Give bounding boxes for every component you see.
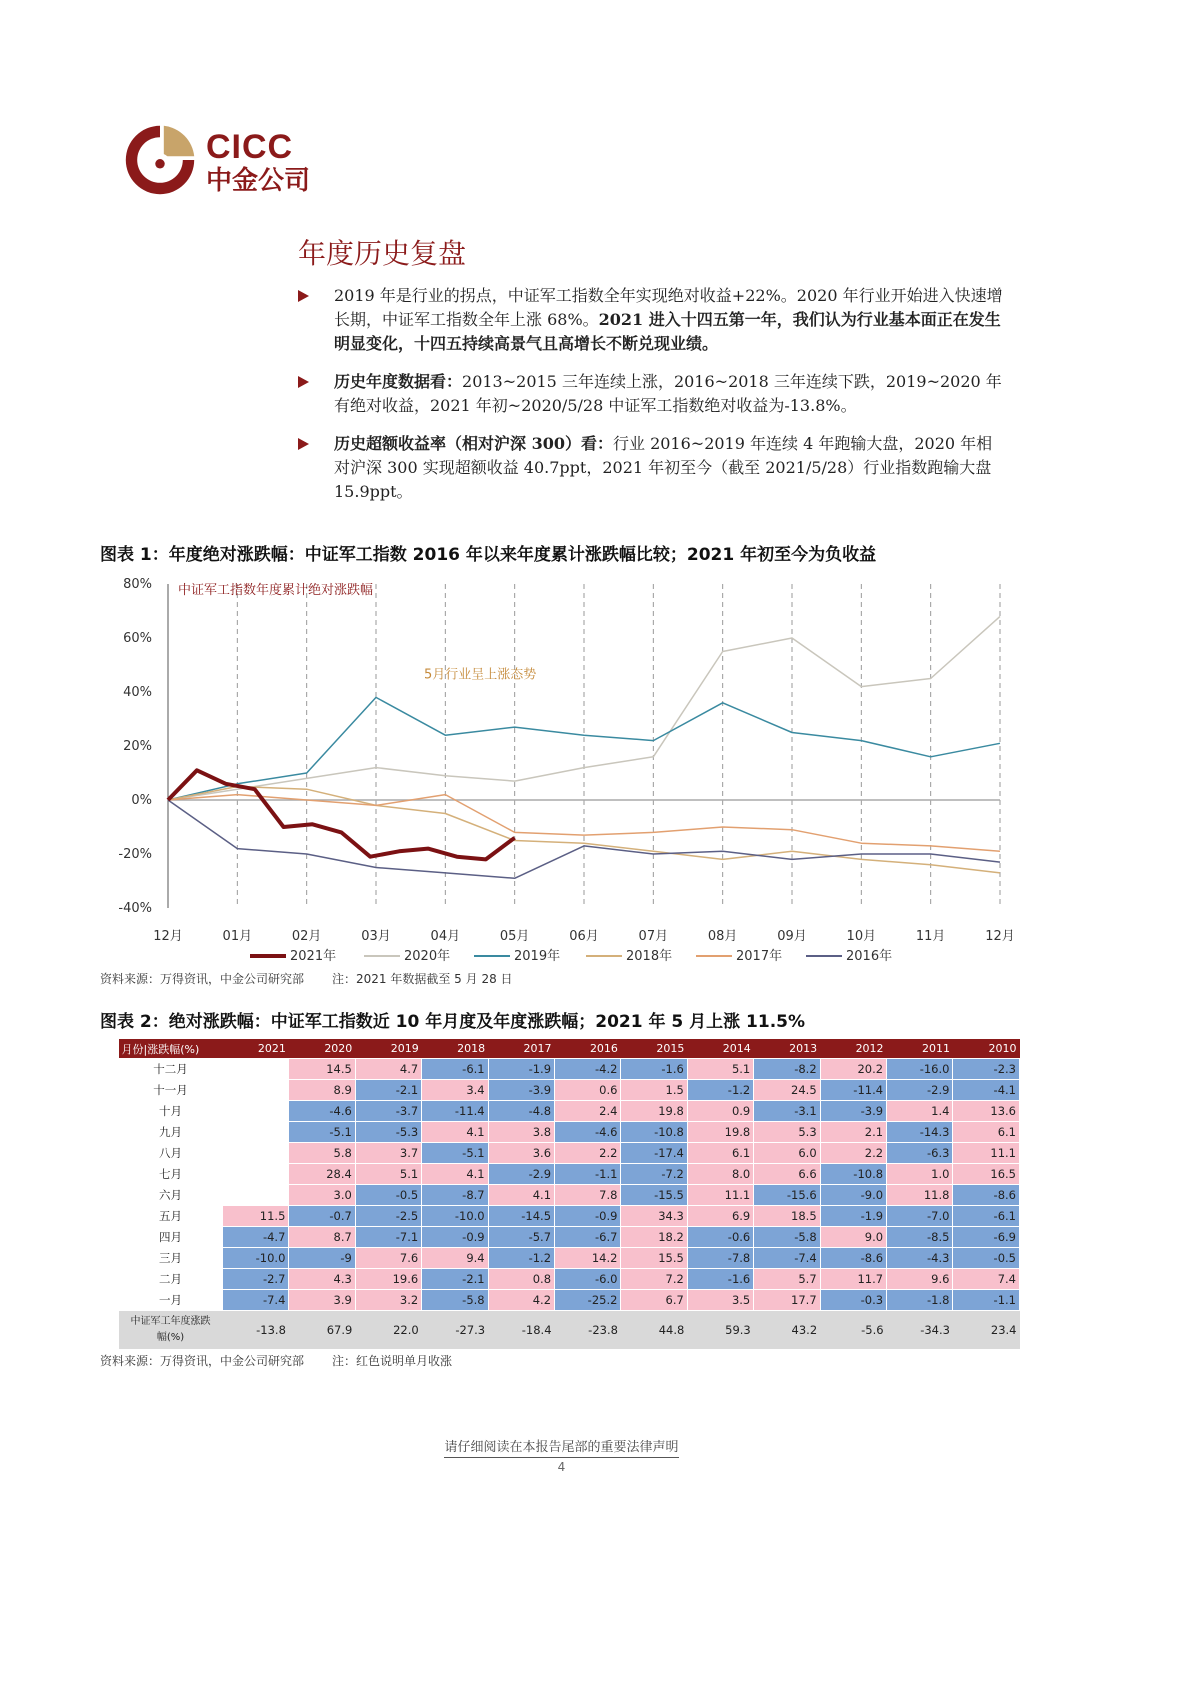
table-row: [119, 1185, 1020, 1206]
note-text: 注：2021 年数据截至 5 月 28 日: [332, 972, 513, 986]
table-cell: -1.2: [488, 1248, 554, 1269]
table-header-year: 2010: [953, 1039, 1020, 1059]
table-cell: -5.8: [422, 1290, 488, 1311]
y-tick-label: -20%: [118, 847, 152, 862]
total-cell: 44.8: [621, 1311, 687, 1350]
table-header-month: 月份|涨跌幅(%): [119, 1039, 223, 1059]
x-tick-label: 08月: [707, 929, 738, 944]
table-cell: -0.9: [422, 1227, 488, 1248]
total-label: 中证军工年度涨跌 幅(%): [119, 1311, 223, 1350]
bullet-text: 2013~2015 三年连续上涨，2016~2018 三年连续下跌，2019~2020 年有绝对收益，2021 年初~2020/5/28 中证军工指数绝对收益为-13.8%。: [334, 372, 1002, 415]
table-cell: 6.6: [754, 1164, 820, 1185]
table-header-year: 2019: [355, 1039, 421, 1059]
table-cell: 18.2: [621, 1227, 687, 1248]
table-cell: -15.6: [754, 1185, 820, 1206]
bullet-item: [298, 370, 1008, 418]
table-cell: -7.8: [687, 1248, 753, 1269]
table-cell: 18.5: [754, 1206, 820, 1227]
bullet-item: [298, 432, 1008, 504]
table-cell: 6.9: [687, 1206, 753, 1227]
table-row: [119, 1269, 1020, 1290]
table-cell: 3.0: [289, 1185, 355, 1206]
table-cell: 0.6: [555, 1080, 621, 1101]
table-cell: 7.8: [555, 1185, 621, 1206]
table-cell: -1.6: [687, 1269, 753, 1290]
y-tick-label: 40%: [123, 685, 152, 700]
table-header-year: 2021: [223, 1039, 289, 1059]
table-cell: 9.6: [887, 1269, 953, 1290]
table-cell: 9.4: [422, 1248, 488, 1269]
table-cell: -3.7: [355, 1101, 421, 1122]
table-cell: -16.0: [887, 1059, 953, 1080]
page-number: 4: [557, 1460, 566, 1474]
table-cell: 5.8: [289, 1143, 355, 1164]
table-cell: 5.1: [355, 1164, 421, 1185]
table-cell: -10.0: [223, 1248, 289, 1269]
table-cell: 11.1: [953, 1143, 1020, 1164]
table-cell: -5.3: [355, 1122, 421, 1143]
table-cell: 4.7: [355, 1059, 421, 1080]
total-cell: 59.3: [687, 1311, 753, 1350]
table-cell: 4.1: [488, 1185, 554, 1206]
table-cell: -4.6: [289, 1101, 355, 1122]
total-cell: -5.6: [820, 1311, 886, 1350]
line-chart: [100, 572, 1020, 967]
table-cell: -2.3: [953, 1059, 1020, 1080]
figure1-source: [100, 970, 513, 987]
month-label: 三月: [119, 1248, 223, 1269]
source-text: 资料来源：万得资讯，中金公司研究部: [100, 1354, 305, 1368]
table-cell: 17.7: [754, 1290, 820, 1311]
table-cell: -5.1: [422, 1143, 488, 1164]
table-cell: -2.5: [355, 1206, 421, 1227]
bullet-bold-text: 历史年度数据看：: [334, 372, 463, 391]
table-cell: -6.1: [953, 1206, 1020, 1227]
table-cell: 3.7: [355, 1143, 421, 1164]
table-header-year: 2012: [820, 1039, 886, 1059]
month-label: 八月: [119, 1143, 223, 1164]
table-cell: -4.1: [953, 1080, 1020, 1101]
table-cell: -0.6: [687, 1227, 753, 1248]
month-label: 二月: [119, 1269, 223, 1290]
table-cell: 19.6: [355, 1269, 421, 1290]
x-tick-label: 06月: [569, 929, 599, 944]
table-cell: -1.9: [820, 1206, 886, 1227]
table-cell: -10.8: [820, 1164, 886, 1185]
table-cell: -8.2: [754, 1059, 820, 1080]
table-cell: 8.9: [289, 1080, 355, 1101]
triangle-bullet-icon: [298, 376, 309, 388]
month-label: 十一月: [119, 1080, 223, 1101]
table-cell: 14.2: [555, 1248, 621, 1269]
table-cell: -9.0: [820, 1185, 886, 1206]
table-cell: 2.2: [820, 1143, 886, 1164]
month-label: 五月: [119, 1206, 223, 1227]
bullet-list: [298, 284, 1008, 518]
y-tick-label: -40%: [118, 901, 152, 916]
source-text: 资料来源：万得资讯，中金公司研究部: [100, 972, 305, 986]
table-cell: -8.6: [820, 1248, 886, 1269]
table-cell: -0.5: [355, 1185, 421, 1206]
disclaimer-link[interactable]: 请仔细阅读在本报告尾部的重要法律声明: [444, 1440, 678, 1458]
table-cell: 4.1: [422, 1122, 488, 1143]
table-cell: -3.1: [754, 1101, 820, 1122]
table-cell: -8.6: [953, 1185, 1020, 1206]
table-cell: -1.9: [488, 1059, 554, 1080]
table-cell: -10.8: [621, 1122, 687, 1143]
table-cell: 13.6: [953, 1101, 1020, 1122]
table-header-year: 2020: [289, 1039, 355, 1059]
table-header-year: 2018: [422, 1039, 488, 1059]
table-cell: -17.4: [621, 1143, 687, 1164]
table-row: [119, 1248, 1020, 1269]
x-tick-label: 02月: [291, 929, 322, 944]
table-cell: -3.9: [820, 1101, 886, 1122]
table-total-row: [119, 1311, 1020, 1350]
table-cell: -15.5: [621, 1185, 687, 1206]
table-cell: -1.6: [621, 1059, 687, 1080]
table-cell: 6.1: [687, 1143, 753, 1164]
table-cell: 19.8: [621, 1101, 687, 1122]
table-cell: -14.3: [887, 1122, 953, 1143]
total-cell: -34.3: [887, 1311, 953, 1350]
month-label: 一月: [119, 1290, 223, 1311]
table-cell: -4.3: [887, 1248, 953, 1269]
table-cell: -5.1: [289, 1122, 355, 1143]
x-tick-label: 12月: [153, 929, 183, 944]
total-cell: 22.0: [355, 1311, 421, 1350]
table-cell: 1.0: [887, 1164, 953, 1185]
table-cell: 34.3: [621, 1206, 687, 1227]
table-cell: -1.1: [555, 1164, 621, 1185]
chart-annotation: 5月行业呈上涨态势: [424, 667, 537, 683]
table-cell: -4.8: [488, 1101, 554, 1122]
table-row: [119, 1206, 1020, 1227]
table-cell: 4.1: [422, 1164, 488, 1185]
x-tick-label: 10月: [846, 929, 877, 944]
footer-disclaimer: [0, 1436, 1123, 1455]
y-tick-label: 80%: [123, 577, 152, 592]
table-header-year: 2013: [754, 1039, 820, 1059]
table-cell: 11.5: [223, 1206, 289, 1227]
table-cell: -7.2: [621, 1164, 687, 1185]
table-row: [119, 1290, 1020, 1311]
x-tick-label: 03月: [361, 929, 391, 944]
table-cell: -1.2: [687, 1080, 753, 1101]
table-row: [119, 1227, 1020, 1248]
total-cell: -27.3: [422, 1311, 488, 1350]
table-cell: 3.2: [355, 1290, 421, 1311]
legend-label: 2017年: [736, 949, 783, 964]
table-cell: -0.3: [820, 1290, 886, 1311]
table-cell: 5.7: [754, 1269, 820, 1290]
bullet-bold-text: 历史超额收益率（相对沪深 300）看：: [334, 434, 613, 453]
y-tick-label: 60%: [123, 631, 152, 646]
figure2-source: [100, 1352, 452, 1369]
table-cell: -6.0: [555, 1269, 621, 1290]
bullet-text: 行业 2016~2019 年连续 4 年跑输大盘，2020 年相对沪深 300 实现超额收益 40.7ppt，2021 年初至今（截至 2021/5/28）行业指数跑输大盘 15.9ppt。: [334, 434, 993, 501]
table-header-year: 2015: [621, 1039, 687, 1059]
logo-text-cn: 中金公司: [206, 166, 311, 196]
table-cell: [223, 1080, 289, 1101]
table-cell: 3.9: [289, 1290, 355, 1311]
x-tick-label: 09月: [777, 929, 807, 944]
legend-label: 2021年: [290, 949, 337, 964]
table-cell: -11.4: [422, 1101, 488, 1122]
table-cell: -4.7: [223, 1227, 289, 1248]
table-header-year: 2017: [488, 1039, 554, 1059]
chart-title: 中证军工指数年度累计绝对涨跌幅: [178, 583, 374, 598]
table-cell: 8.0: [687, 1164, 753, 1185]
table-cell: 2.4: [555, 1101, 621, 1122]
table-cell: -0.9: [555, 1206, 621, 1227]
triangle-bullet-icon: [298, 290, 309, 302]
table-cell: 3.8: [488, 1122, 554, 1143]
table-cell: -2.1: [355, 1080, 421, 1101]
table-cell: 3.4: [422, 1080, 488, 1101]
table-row: [119, 1164, 1020, 1185]
table-row: [119, 1143, 1020, 1164]
total-cell: -18.4: [488, 1311, 554, 1350]
table-cell: -2.9: [488, 1164, 554, 1185]
table-cell: 1.5: [621, 1080, 687, 1101]
legend-label: 2020年: [404, 949, 451, 964]
total-cell: -23.8: [555, 1311, 621, 1350]
table-cell: -7.4: [223, 1290, 289, 1311]
x-tick-label: 01月: [222, 929, 253, 944]
table-cell: -0.7: [289, 1206, 355, 1227]
table-cell: -6.1: [422, 1059, 488, 1080]
bullet-text: 2019 年是行业的拐点，中证军工指数全年实现绝对收益+22%。2020 年行业开始进入快速增长期，中证军工指数全年上涨 68%。: [334, 286, 1003, 329]
legend-label: 2016年: [846, 949, 893, 964]
table-header-year: 2014: [687, 1039, 753, 1059]
table-cell: -7.0: [887, 1206, 953, 1227]
table-cell: 6.7: [621, 1290, 687, 1311]
table-cell: 2.2: [555, 1143, 621, 1164]
table-cell: -5.7: [488, 1227, 554, 1248]
section-title: 年度历史复盘: [298, 237, 467, 270]
table-cell: -8.7: [422, 1185, 488, 1206]
table-cell: -2.1: [422, 1269, 488, 1290]
table-cell: 14.5: [289, 1059, 355, 1080]
table-cell: -4.2: [555, 1059, 621, 1080]
table-cell: 2.1: [820, 1122, 886, 1143]
table-header-year: 2011: [887, 1039, 953, 1059]
table-cell: -6.3: [887, 1143, 953, 1164]
table-cell: [223, 1185, 289, 1206]
table-cell: -9: [289, 1248, 355, 1269]
monthly-returns-table: [118, 1039, 1020, 1349]
month-label: 十二月: [119, 1059, 223, 1080]
table-cell: [223, 1164, 289, 1185]
x-tick-label: 12月: [985, 929, 1015, 944]
table-row: [119, 1101, 1020, 1122]
triangle-bullet-icon: [298, 438, 309, 450]
table-cell: 11.1: [687, 1185, 753, 1206]
table-cell: 15.5: [621, 1248, 687, 1269]
table-cell: -11.4: [820, 1080, 886, 1101]
table-header-row: [119, 1039, 1020, 1059]
table-cell: 0.9: [687, 1101, 753, 1122]
table-cell: 3.6: [488, 1143, 554, 1164]
table-cell: -2.7: [223, 1269, 289, 1290]
table-cell: [223, 1122, 289, 1143]
table-cell: -10.0: [422, 1206, 488, 1227]
total-cell: 67.9: [289, 1311, 355, 1350]
table-cell: -1.1: [953, 1290, 1020, 1311]
month-label: 六月: [119, 1185, 223, 1206]
bullet-bold-text: 2021 进入十四五第一年，我们认为行业基本面正在发生明显变化，十四五持续高景气且高增长不断兑现业绩。: [334, 310, 1001, 353]
logo-text-en: CICC: [206, 128, 294, 166]
table-cell: 3.5: [687, 1290, 753, 1311]
month-label: 七月: [119, 1164, 223, 1185]
table-cell: 5.1: [687, 1059, 753, 1080]
bullet-item: [298, 284, 1008, 356]
total-cell: 43.2: [754, 1311, 820, 1350]
table-cell: 4.3: [289, 1269, 355, 1290]
table-cell: 24.5: [754, 1080, 820, 1101]
table-cell: -8.5: [887, 1227, 953, 1248]
table-cell: 1.4: [887, 1101, 953, 1122]
table-cell: -7.1: [355, 1227, 421, 1248]
table-row: [119, 1122, 1020, 1143]
table-cell: [223, 1101, 289, 1122]
table-cell: [223, 1143, 289, 1164]
series-line-2021年: [168, 770, 515, 859]
table-cell: 6.1: [953, 1122, 1020, 1143]
month-label: 十月: [119, 1101, 223, 1122]
table-cell: -5.8: [754, 1227, 820, 1248]
month-label: 四月: [119, 1227, 223, 1248]
total-cell: 23.4: [953, 1311, 1020, 1350]
table-cell: -0.5: [953, 1248, 1020, 1269]
table-cell: -4.6: [555, 1122, 621, 1143]
series-line-2020年: [168, 616, 1000, 800]
table-cell: -7.4: [754, 1248, 820, 1269]
table-cell: 16.5: [953, 1164, 1020, 1185]
table-cell: -25.2: [555, 1290, 621, 1311]
x-tick-label: 11月: [915, 929, 946, 944]
table-cell: 7.2: [621, 1269, 687, 1290]
table-cell: 19.8: [687, 1122, 753, 1143]
table-cell: 20.2: [820, 1059, 886, 1080]
total-cell: -13.8: [223, 1311, 289, 1350]
table-cell: -3.9: [488, 1080, 554, 1101]
x-tick-label: 05月: [499, 929, 530, 944]
table-cell: 8.7: [289, 1227, 355, 1248]
figure2-title: 图表 2：绝对涨跌幅：中证军工指数近 10 年月度及年度涨跌幅；2021 年 5 月上涨 11.5%: [100, 1012, 806, 1032]
figure1-title: 图表 1：年度绝对涨跌幅：中证军工指数 2016 年以来年度累计涨跌幅比较；2021 年初至今为负收益: [100, 545, 877, 565]
table-cell: -6.7: [555, 1227, 621, 1248]
table-cell: 6.0: [754, 1143, 820, 1164]
table-cell: 11.7: [820, 1269, 886, 1290]
legend-label: 2018年: [626, 949, 673, 964]
table-cell: 11.8: [887, 1185, 953, 1206]
cicc-logo: [120, 122, 200, 198]
y-tick-label: 0%: [131, 793, 152, 808]
table-cell: -14.5: [488, 1206, 554, 1227]
table-cell: 9.0: [820, 1227, 886, 1248]
table-cell: -1.8: [887, 1290, 953, 1311]
note-text: 注：红色说明单月收涨: [332, 1354, 453, 1368]
table-cell: 7.4: [953, 1269, 1020, 1290]
y-tick-label: 20%: [123, 739, 152, 754]
table-cell: 0.8: [488, 1269, 554, 1290]
table-cell: -2.9: [887, 1080, 953, 1101]
table-cell: [223, 1059, 289, 1080]
table-row: [119, 1059, 1020, 1080]
table-cell: 7.6: [355, 1248, 421, 1269]
table-row: [119, 1080, 1020, 1101]
table-cell: -6.9: [953, 1227, 1020, 1248]
x-tick-label: 07月: [638, 929, 669, 944]
table-cell: 4.2: [488, 1290, 554, 1311]
table-cell: 5.3: [754, 1122, 820, 1143]
table-cell: 28.4: [289, 1164, 355, 1185]
month-label: 九月: [119, 1122, 223, 1143]
legend-label: 2019年: [514, 949, 561, 964]
table-header-year: 2016: [555, 1039, 621, 1059]
x-tick-label: 04月: [430, 929, 461, 944]
